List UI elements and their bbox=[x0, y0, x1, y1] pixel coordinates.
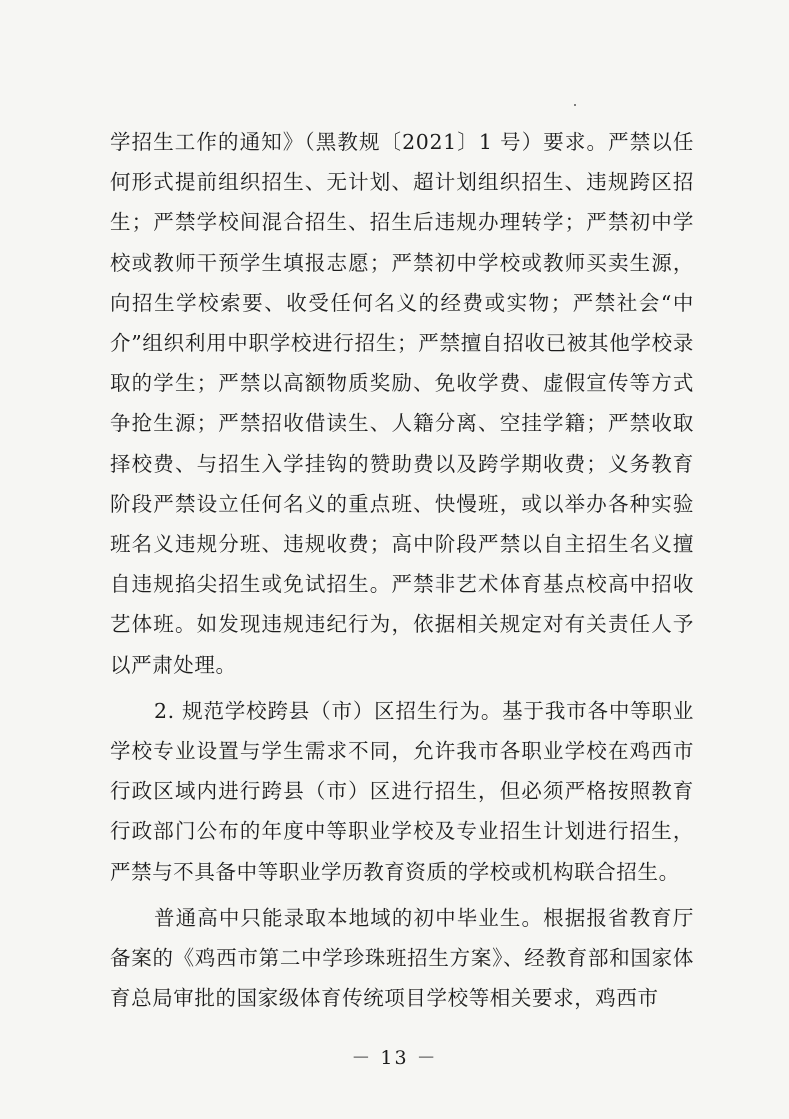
page-number: － 13 － bbox=[351, 1047, 438, 1069]
document-body bbox=[110, 122, 694, 1018]
paragraph-cross-district-enrollment: 2. 规范学校跨县（市）区招生行为。基于我市各中等职业学校专业设置与学生需求不同，允许我市各职业学校在鸡西市行政区域内进行跨县（市）区进行招生，但必须严格按照教育行政部门公布的年度中等职业学校及专业招生计划进行招生，严禁与不具备中等职业学历教育资质的学校或机构联合招生。 bbox=[110, 698, 694, 884]
paragraph-high-school-enrollment: 普通高中只能录取本地域的初中毕业生。根据报省教育厅备案的《鸡西市第二中学珍珠班招生方案》、经教育部和国家体育总局审批的国家级体育传统项目学校等相关要求，鸡西市 bbox=[110, 905, 694, 1011]
paragraph-continued: 学招生工作的通知》（黑教规〔2021〕1 号）要求。严禁以任何形式提前组织招生、无计划、超计划组织招生、违规跨区招生；严禁学校间混合招生、招生后违规办理转学；严禁初中学校或教师干预学生填报志愿；严禁初中学校或教师买卖生源，向招生学校索要、收受任何名义的经费或实物；严禁社会“中介”组织利用中职学校进行招生；严禁擅自招收已被其他学校录取的学生；严禁以高额物质奖励、免收学费、虚假宣传等方式争抢生源；严禁招收借读生、人籍分离、空挂学籍；严禁收取择校费、与招生入学挂钩的赞助费以及跨学期收费；义务教育阶段严禁设立任何名义的重点班、快慢班，或以举办各种实验班名义违规分班、违规收费；高中阶段严禁以自主招生名义擅自违规掐尖招生或免试招生。严禁非艺术体育基点校高中招收艺体班。如发现违规违纪行为，依据相关规定对有关责任人予以严肃处理。 bbox=[110, 130, 694, 677]
scan-speck bbox=[574, 104, 576, 106]
